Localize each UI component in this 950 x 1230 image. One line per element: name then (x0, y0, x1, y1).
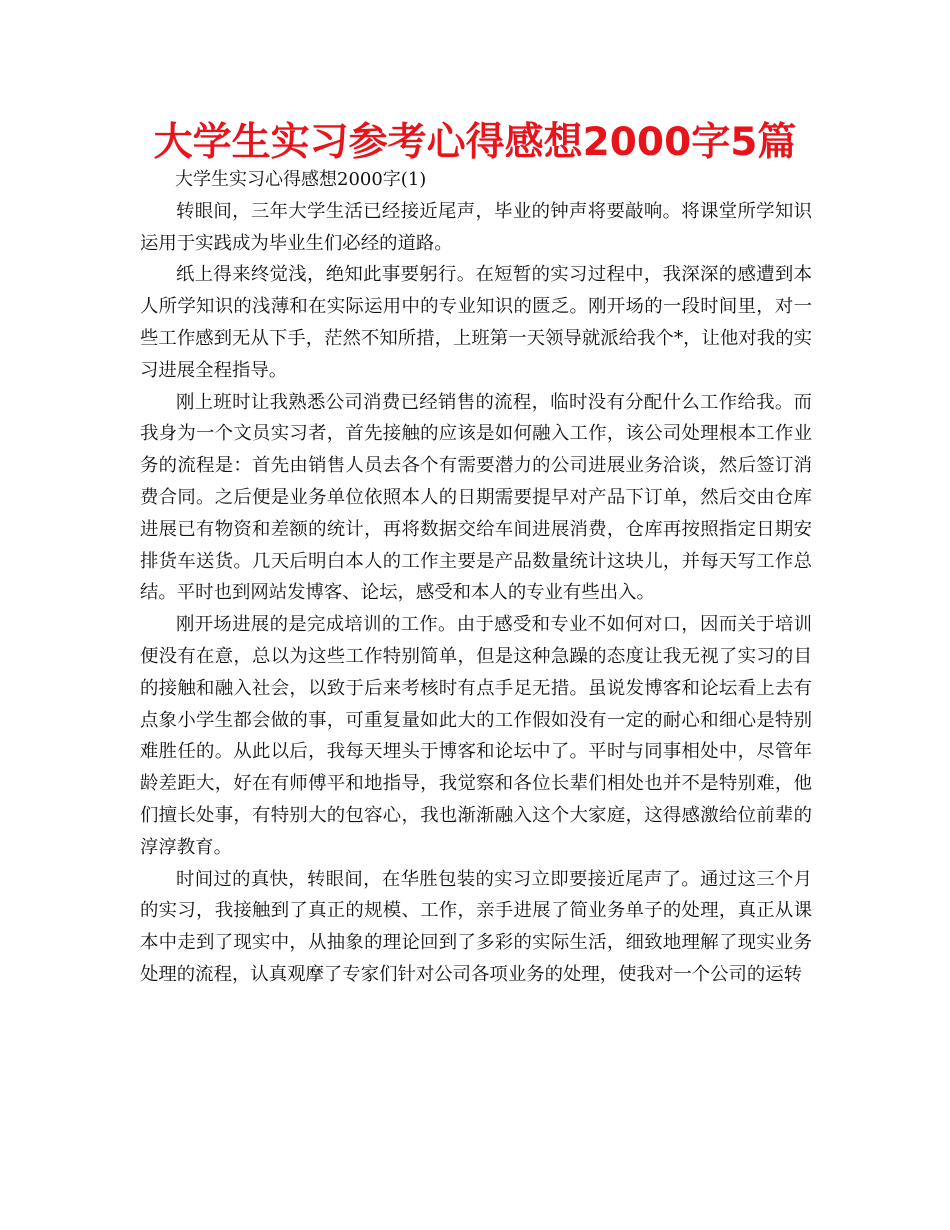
paragraph: 刚开场进展的是完成培训的工作。由于感受和专业不如何对口，因而关于培训便没有在意，总以为这些工作特别简单，但是这种急躁的态度让我无视了实习的目的接触和融入社会，以致于后来考核时有点手足无措。虽说发博客和论坛看上去有点象小学生都会做的事，可重复量如此大的工作假如没有一定的耐心和细心是特别难胜任的。从此以后，我每天埋头于博客和论坛中了。平时与同事相处中，尽管年龄差距大，好在有师傅平和地指导，我觉察和各位长辈们相处也并不是特别难，他们擅长处事，有特别大的包容心，我也渐渐融入这个大家庭，这得感激给位前辈的淳淳教育。 (140, 614, 812, 858)
section-subtitle: 大学生实习心得感想2000字(1) (175, 169, 427, 190)
document-title: 大学生实习参考心得感想2000字5篇 (153, 120, 797, 165)
paragraph: 时间过的真快，转眼间，在华胜包装的实习立即要接近尾声了。通过这三个月的实习，我接触到了真正的规模、工作，亲手进展了简业务单子的处理，真正从课本中走到了现实中，从抽象的理论回到了多彩的实际生活，细致地理解了现实业务处理的流程，认真观摩了专家们针对公司各项业务的处理，使我对一个公司的运转 (140, 868, 812, 985)
document-body (140, 164, 812, 991)
paragraph: 纸上得来终觉浅，绝知此事要躬行。在短暂的实习过程中，我深深的感遭到本人所学知识的浅薄和在实际运用中的专业知识的匮乏。刚开场的一段时间里，对一些工作感到无从下手，茫然不知所措，上班第一天领导就派给我个*，让他对我的实习进展全程指导。 (140, 264, 812, 381)
paragraph: 刚上班时让我熟悉公司消费已经销售的流程，临时没有分配什么工作给我。而我身为一个文员实习者，首先接触的应该是如何融入工作，该公司处理根本工作业务的流程是：首先由销售人员去各个有需要潜力的公司进展业务洽谈，然后签订消费合同。之后便是业务单位依照本人的日期需要提早对产品下订单，然后交由仓库进展已有物资和差额的统计，再将数据交给车间进展消费，仓库再按照指定日期安排货车送货。几天后明白本人的工作主要是产品数量统计这块儿，并每天写工作总结。平时也到网站发博客、论坛，感受和本人的专业有些出入。 (140, 391, 812, 604)
paragraph: 转眼间，三年大学生活已经接近尾声，毕业的钟声将要敲响。将课堂所学知识运用于实践成为毕业生们必经的道路。 (140, 200, 812, 254)
